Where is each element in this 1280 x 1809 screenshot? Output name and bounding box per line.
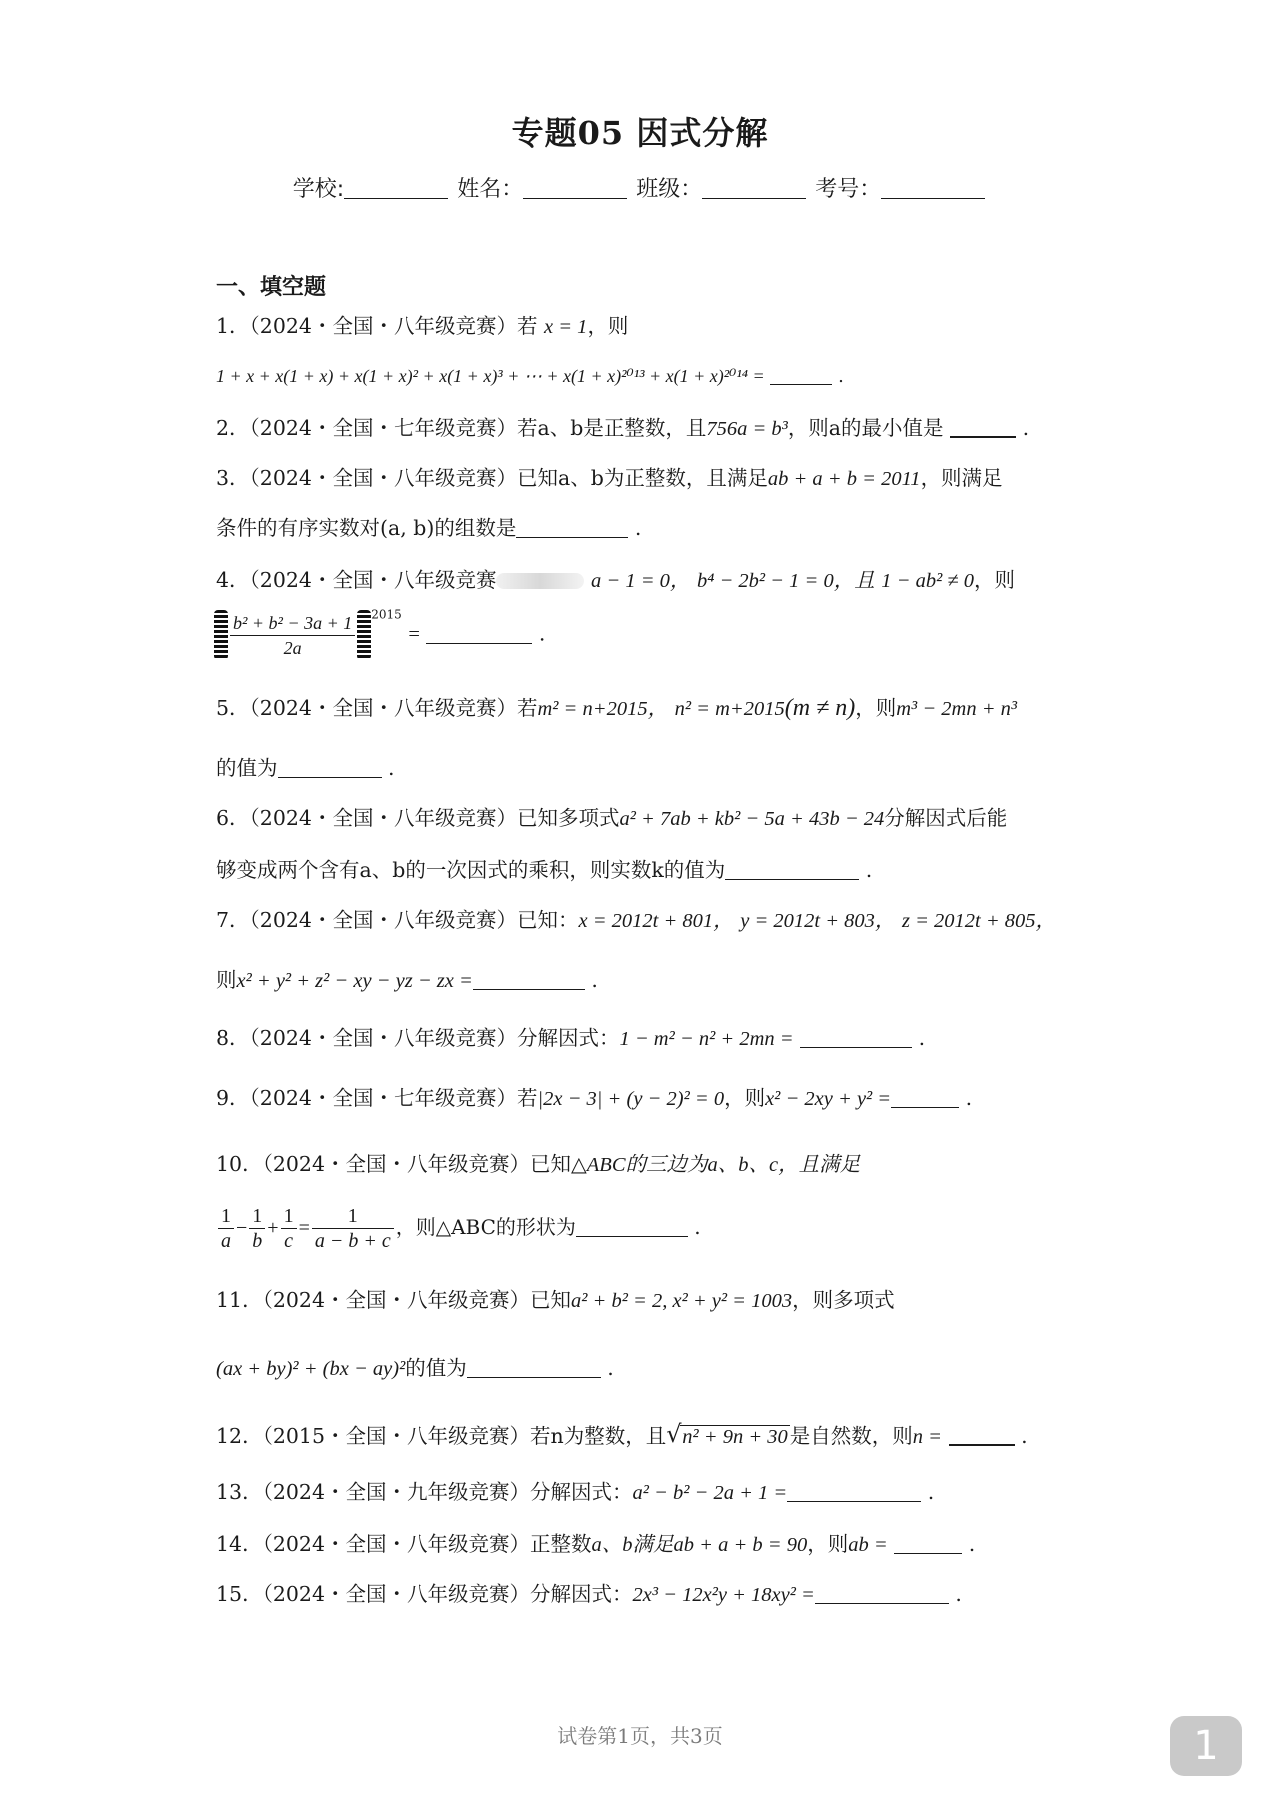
question-4-eq1: a − 1 = 0， <box>591 570 691 592</box>
question-11-eq: a² + b² = 2, x² + y² = 1003 <box>571 1290 793 1312</box>
question-13-eq: a² − b² − 2a + 1 = <box>632 1482 788 1504</box>
number-blank[interactable] <box>881 197 985 199</box>
question-7-y: y = 2012t + 803， <box>740 910 896 932</box>
frac-1-den: a <box>221 1230 231 1252</box>
student-info-line <box>0 172 1280 203</box>
question-14-text: a、b满足 <box>591 1534 674 1556</box>
question-8: 8．（2024・全国・八年级竞赛）分解因式：1 − m² − n² + 2mn = . <box>216 1026 926 1050</box>
question-14-head: 14．（2024・全国・八年级竞赛）正整数 <box>216 1532 592 1556</box>
question-11-line2-tail: 的值为 <box>405 1356 467 1380</box>
question-7 <box>216 906 1056 935</box>
frac-1-num: 1 <box>218 1204 234 1229</box>
question-6-line2-text: 够变成两个含有a、b的一次因式的乘积，则实数k的值为 <box>216 858 726 882</box>
question-7-line2: 则x² + y² + z² − xy − yz − zx = . <box>216 968 598 992</box>
answer-blank-10[interactable] <box>576 1235 688 1237</box>
question-1-tail: ，则 <box>587 314 629 338</box>
question-11 <box>216 1286 895 1315</box>
frac-2-den: b <box>252 1230 263 1252</box>
question-15-eq: 2x³ − 12x²y + 18xy² = <box>632 1584 815 1606</box>
question-1-expr-line: 1 + x + x(1 + x) + x(1 + x)² + x(1 + x)³ + ⋯ + x(1 + x)²⁰¹³ + x(1 + x)²⁰¹⁴ = . <box>216 366 844 387</box>
question-4 <box>216 566 1015 595</box>
question-15: 15．（2024・全国・八年级竞赛）分解因式：2x³ − 12x²y + 18xy² = . <box>216 1582 962 1606</box>
class-blank[interactable] <box>702 197 806 199</box>
question-5-line2-text: 的值为 <box>216 756 278 780</box>
frac-3-num: 1 <box>281 1204 297 1229</box>
question-4-frac-num: b² + b² − 3a + 1 <box>230 611 355 636</box>
question-3-tail: ，则满足 <box>920 466 1003 490</box>
question-4-frac-den: 2a <box>283 637 302 658</box>
question-2-head: 2．（2024・全国・七年级竞赛）若 <box>216 416 538 440</box>
school-blank[interactable] <box>344 197 448 199</box>
question-10-line2: $\frac{1}{a}$ − $\frac{1}{b}$ + $\frac{1}{c}$ = $\frac{1}{a - b + c}$ ，则△ABC的形状为 . <box>216 1204 701 1253</box>
scribble-right-icon <box>357 610 371 660</box>
question-14: 14．（2024・全国・八年级竞赛）正整数a、b满足ab + a + b = 90，则ab = . <box>216 1532 976 1556</box>
answer-blank-14[interactable] <box>894 1552 962 1554</box>
question-14-eq2: ab = <box>848 1534 888 1556</box>
question-5-cond: (m ≠ n) <box>784 695 856 721</box>
question-11-expr: (ax + by)² + (bx − ay)² <box>216 1358 406 1380</box>
question-1-cond: x = 1 <box>544 316 588 338</box>
question-8-head: 8．（2024・全国・八年级竞赛）分解因式： <box>216 1026 620 1050</box>
question-10 <box>216 1150 860 1179</box>
question-2: 2．（2024・全国・七年级竞赛）若a、b是正整数，且756a = b³，则a的最小值是 . <box>216 416 1030 440</box>
answer-blank-7[interactable] <box>473 988 585 990</box>
question-12: 12．（2015・全国・八年级竞赛）若n为整数，且 √ n² + 9n + 30是自然数，则n = . <box>216 1420 1028 1448</box>
answer-blank-1[interactable] <box>770 383 832 385</box>
question-4-eq2: b⁴ − 2b² − 1 = 0，且 <box>696 570 875 592</box>
question-14-tail: ，则 <box>807 1532 849 1556</box>
question-4-line2: $\frac{\text{b² + b² − 3a + 1}}{2a}$ $^{2015}$ = . <box>214 610 545 660</box>
answer-blank-5[interactable] <box>278 776 382 778</box>
question-2-tail: ，则a的最小值是 <box>787 416 944 440</box>
question-7-x: x = 2012t + 801， <box>578 910 734 932</box>
question-3 <box>216 464 1003 493</box>
question-12-radicand: n² + 9n + 30 <box>682 1426 788 1448</box>
question-6-eq: a² + 7ab + kb² − 5a + 43b − 24 <box>619 808 885 830</box>
question-10-text: △ABC的三边为a、b、c，且满足 <box>571 1154 861 1176</box>
question-4-tail: ，则 <box>974 568 1015 592</box>
answer-blank-15[interactable] <box>815 1602 949 1604</box>
redaction-smear <box>496 573 584 589</box>
question-9: 9．（2024・全国・七年级竞赛）若|2x − 3| + (y − 2)² = 0，则x² − 2xy + y² = . <box>216 1086 973 1110</box>
question-3-line2: 条件的有序实数对(a, b)的组数是 . <box>216 516 642 540</box>
answer-blank-2[interactable] <box>950 435 1016 438</box>
question-5-eq1: m² = n+2015， <box>537 698 669 720</box>
question-3-head: 3．（2024・全国・八年级竞赛）已知 <box>216 466 558 490</box>
question-12-text: n为整数，且 <box>550 1424 667 1448</box>
question-9-eq2: x² − 2xy + y² = <box>765 1088 892 1110</box>
frac-4-num: 1 <box>312 1204 394 1229</box>
question-1 <box>216 312 628 341</box>
answer-blank-11[interactable] <box>467 1376 601 1378</box>
question-10-head: 10．（2024・全国・八年级竞赛）已知 <box>216 1152 572 1176</box>
answer-blank-12[interactable] <box>949 1443 1015 1446</box>
question-7-lead: 则 <box>216 968 237 992</box>
question-1-expr: 1 + x + x(1 + x) + x(1 + x)² + x(1 + x)³ + ⋯ + x(1 + x)²⁰¹³ + x(1 + x)²⁰¹⁴ = <box>216 366 765 386</box>
question-12-head: 12．（2015・全国・八年级竞赛）若 <box>216 1424 551 1448</box>
question-10-tail: ，则△ABC的形状为 <box>395 1215 576 1239</box>
sqrt-icon: √ <box>666 1420 682 1448</box>
question-7-eq: x² + y² + z² − xy − yz − zx = <box>236 970 473 992</box>
answer-blank-9[interactable] <box>891 1106 959 1108</box>
question-5-eq3: m³ − 2mn + n³ <box>896 698 1018 720</box>
question-12-tail: 是自然数，则 <box>789 1424 913 1448</box>
question-6 <box>216 804 1007 833</box>
page-title: 专题05 因式分解 <box>511 114 769 152</box>
page-number-badge[interactable]: 1 <box>1170 1716 1242 1776</box>
scribble-left-icon <box>214 610 228 660</box>
question-9-eq: |2x − 3| + (y − 2)² = 0 <box>537 1088 725 1110</box>
question-9-head: 9．（2024・全国・七年级竞赛）若 <box>216 1086 538 1110</box>
question-5-tail: ，则 <box>855 696 897 720</box>
answer-blank-13[interactable] <box>787 1500 921 1502</box>
name-label: 姓名： <box>457 177 524 202</box>
question-11-line2: (ax + by)² + (bx − ay)²的值为 . <box>216 1356 614 1380</box>
question-13: 13．（2024・全国・九年级竞赛）分解因式：a² − b² − 2a + 1 = . <box>216 1480 935 1504</box>
frac-2-num: 1 <box>249 1204 265 1229</box>
question-11-tail: ，则多项式 <box>792 1288 895 1312</box>
section-title: 一、填空题 <box>216 275 327 300</box>
school-label: 学校: <box>292 177 345 202</box>
question-5 <box>216 694 1017 723</box>
answer-blank-3[interactable] <box>516 536 628 538</box>
question-5-eq2: n² = m+2015 <box>674 698 785 720</box>
question-7-head: 7．（2024・全国・八年级竞赛）已知： <box>216 908 579 932</box>
question-6-head: 6．（2024・全国・八年级竞赛）已知多项式 <box>216 806 620 830</box>
question-4-eq3: 1 − ab² ≠ 0 <box>881 570 974 592</box>
class-label: 班级： <box>636 177 703 202</box>
question-15-head: 15．（2024・全国・八年级竞赛）分解因式： <box>216 1582 633 1606</box>
question-3-eq: ab + a + b = 2011 <box>767 468 921 490</box>
question-8-eq: 1 − m² − n² + 2mn = <box>619 1028 794 1050</box>
question-13-head: 13．（2024・全国・九年级竞赛）分解因式： <box>216 1480 633 1504</box>
question-9-tail: ，则 <box>724 1086 766 1110</box>
question-12-eq: n = <box>912 1426 943 1448</box>
question-3-line2-text: 条件的有序实数对(a, b)的组数是 <box>216 516 517 540</box>
question-4-exp: 2015 <box>371 607 402 622</box>
question-5-line2: 的值为 . <box>216 756 395 780</box>
question-1-head: 1．（2024・全国・八年级竞赛）若 <box>216 314 538 338</box>
question-11-head: 11．（2024・全国・八年级竞赛）已知 <box>216 1288 572 1312</box>
question-6-line2: 够变成两个含有a、b的一次因式的乘积，则实数k的值为 . <box>216 858 873 882</box>
question-2-text: a、b是正整数，且 <box>537 416 707 440</box>
question-6-tail: 分解因式后能 <box>884 806 1008 830</box>
answer-blank-4[interactable] <box>426 642 532 644</box>
page-footer: 试卷第1页，共3页 <box>557 1724 723 1748</box>
question-3-text: a、b为正整数，且满足 <box>557 466 768 490</box>
answer-blank-6[interactable] <box>725 878 859 880</box>
question-4-head: 4．（2024・全国・八年级竞赛 <box>216 568 497 592</box>
question-2-eq: 756a = b³ <box>706 418 788 440</box>
answer-blank-8[interactable] <box>800 1046 912 1048</box>
frac-3-den: c <box>284 1230 293 1252</box>
name-blank[interactable] <box>523 197 627 199</box>
frac-4-den: a − b + c <box>314 1230 391 1252</box>
question-7-z: z = 2012t + 805， <box>901 910 1057 932</box>
question-14-eq: ab + a + b = 90 <box>673 1534 808 1556</box>
question-5-head: 5．（2024・全国・八年级竞赛）若 <box>216 696 538 720</box>
number-label: 考号： <box>815 177 882 202</box>
